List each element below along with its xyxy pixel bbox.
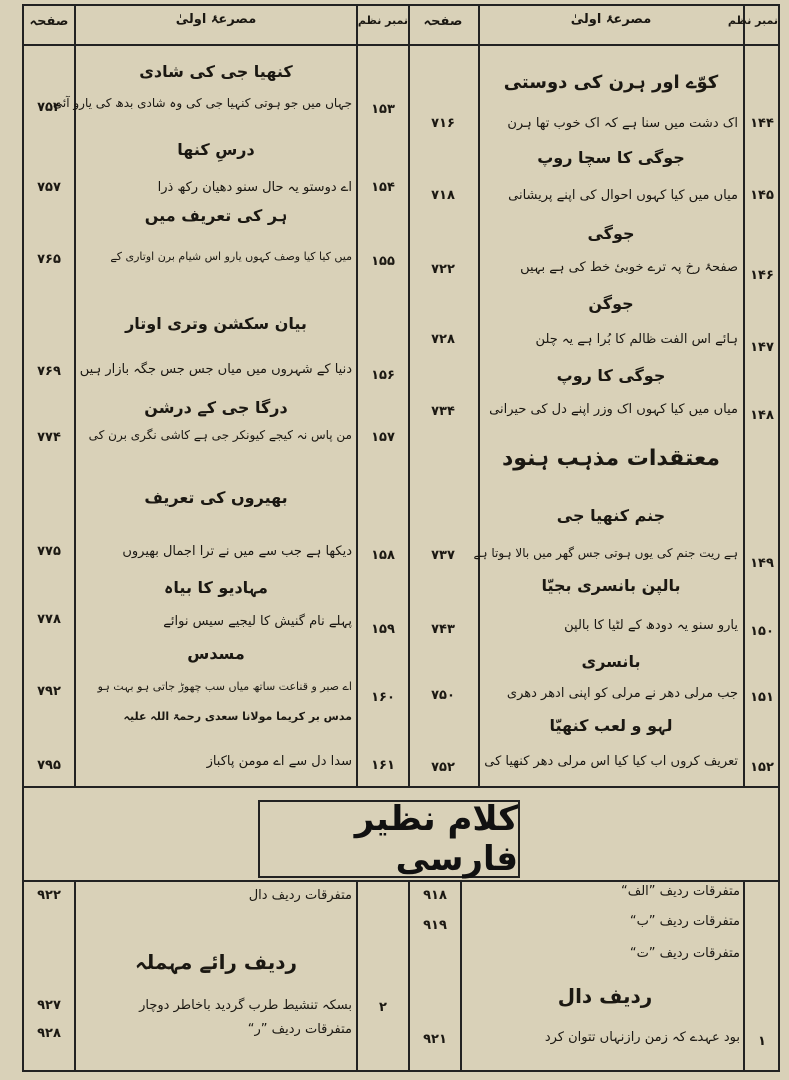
heading: ہر کی تعریف میں xyxy=(144,206,288,225)
first-line: میاں میں کیا کہوں اک وزر اپنے دل کی حیرانی xyxy=(489,402,738,417)
page-number: ۹۲۷ xyxy=(37,998,61,1013)
first-line: متفرقات ردیف ”ب“ xyxy=(629,914,740,929)
first-line: جب مرلی دھر نے مرلی کو اپنی ادھر دھری xyxy=(506,686,738,701)
poem-number: ۱۵۹ xyxy=(371,622,395,637)
page-number: ۹۲۲ xyxy=(37,888,61,903)
poem-number: ۱۶۰ xyxy=(371,690,395,705)
heading: درسِ کنھا xyxy=(177,140,255,159)
page-number: ۷۹۲ xyxy=(37,684,61,699)
page-number: ۹۱۹ xyxy=(423,918,447,933)
section-rule xyxy=(22,786,780,788)
section-rule xyxy=(22,880,780,882)
heading: جنم کنھیا جی xyxy=(556,506,666,525)
first-line: من پاس نہ کیجے کیونکر جی ہے کاشی نگری برن کی xyxy=(88,428,352,442)
rule xyxy=(356,4,358,788)
heading: لہو و لعب کنھیّا xyxy=(549,716,673,735)
heading: جوگی xyxy=(587,224,635,243)
rule xyxy=(460,880,462,1070)
page-number: ۷۵۰ xyxy=(431,688,455,703)
poem-number: ۱۴۶ xyxy=(750,268,774,283)
header-rule xyxy=(22,44,780,46)
section-heading: معتقدات مذہب ہنود xyxy=(502,446,720,471)
page-number: ۷۵۴ xyxy=(37,100,61,115)
first-line: میں کیا کیا وصف کہوں یارو اس شیام برن اوتاری کے xyxy=(110,250,352,263)
page-number: ۷۳۴ xyxy=(431,404,455,419)
poem-number: ۱۵۱ xyxy=(750,690,774,705)
section-banner xyxy=(258,800,520,878)
first-line: متفرقات ردیف ”ر“ xyxy=(247,1022,352,1037)
page-number: ۷۳۷ xyxy=(431,548,455,563)
banner-title: کلام نظیر فارسی xyxy=(354,799,518,879)
first-line: صفحۂ رخ پہ ترے خوبیٔ خط کی ہے بہیں xyxy=(520,260,738,275)
rule xyxy=(356,880,358,1070)
poem-number: ۱۴۷ xyxy=(750,340,774,355)
page-number: ۷۲۸ xyxy=(431,332,455,347)
poem-number: ۱۵۴ xyxy=(371,180,395,195)
first-line: سدا دل سے اے مومن پاکباز xyxy=(206,754,352,769)
poem-number: ۲ xyxy=(379,1000,387,1015)
poem-number: ۱۵۶ xyxy=(371,368,395,383)
page-number: ۷۷۴ xyxy=(37,430,61,445)
poem-number: ۱۴۴ xyxy=(750,116,774,131)
poem-number: ۱۴۵ xyxy=(750,188,774,203)
first-line: بسکہ تنشیط طرب گردید باخاطر دوچار xyxy=(139,998,352,1013)
heading: بھیروں کی تعریف xyxy=(144,488,288,507)
page-number: ۷۵۷ xyxy=(37,180,61,195)
page-number: ۹۲۱ xyxy=(423,1032,447,1047)
page-number: ۷۱۸ xyxy=(431,188,455,203)
header-first-left: مصرعۂ اولیٰ xyxy=(175,12,257,27)
poem-number: ۱۵۵ xyxy=(371,254,395,269)
header-page-right: صفحہ xyxy=(423,14,463,29)
poem-number: ۱۶۱ xyxy=(371,758,395,773)
poem-number: ۱۵۳ xyxy=(371,102,395,117)
first-line: دنیا کے شہروں میں میاں جس جس جگہ بازار ہیں xyxy=(79,362,352,377)
page-number: ۷۶۹ xyxy=(37,364,61,379)
header-num-right: نمبر نظم xyxy=(727,14,778,27)
first-line: پہلے نام گنیش کا لیجیے سیس نوائے xyxy=(163,614,352,629)
first-line: اے صبر و قناعت ساتھ میاں سب چھوڑ جاتی ہو بہت ہو xyxy=(97,680,352,693)
page-number: ۷۲۲ xyxy=(431,262,455,277)
first-line: بود عہدے کہ زمن رازنہاں تتوان کرد xyxy=(544,1030,740,1045)
header-first-right: مصرعۂ اولیٰ xyxy=(570,12,652,27)
poem-number: ۱۵۷ xyxy=(371,430,395,445)
rule xyxy=(74,880,76,1070)
heading: ردیف دال xyxy=(557,984,653,1008)
first-line: ہے ریت جنم کی یوں ہوتی جس گھر میں بالا ہوتا ہے xyxy=(473,546,738,560)
heading: جوگی کا روپ xyxy=(556,366,666,385)
first-line: متفرقات ردیف ”ت“ xyxy=(629,946,740,961)
first-line: یارو سنو یہ دودھ کے لٹیا کا بالپن xyxy=(564,618,738,633)
first-line: متفرقات ردیف ”الف“ xyxy=(621,884,740,899)
heading: ردیف رائے مہملہ xyxy=(134,950,298,974)
page-number: ۷۶۵ xyxy=(37,252,61,267)
page-number: ۷۱۶ xyxy=(431,116,455,131)
heading: کنھیا جی کی شادی xyxy=(139,62,293,81)
heading: مہادیو کا بیاہ xyxy=(164,578,268,597)
heading: جوگن xyxy=(588,294,634,313)
first-line: تعریف کروں اب کیا کیا اس مرلی دھر کنھیا کی xyxy=(484,754,738,769)
header-page-left: صفحہ xyxy=(29,14,69,29)
rule xyxy=(74,4,76,788)
first-line: ہائے اس الفت ظالم کا بُرا ہے یہ چلن xyxy=(535,332,738,347)
poem-number: ۱۵۸ xyxy=(371,548,395,563)
first-line: میاں میں کیا کہوں احوال کی اپنے پریشانی xyxy=(508,188,738,203)
page-number: ۹۱۸ xyxy=(423,888,447,903)
page-number: ۷۷۸ xyxy=(37,612,61,627)
header-num-left: نمبر نظم xyxy=(357,14,408,27)
page-number: ۷۴۳ xyxy=(431,622,455,637)
page-number: ۹۲۸ xyxy=(37,1026,61,1041)
rule xyxy=(478,4,480,788)
heading: بانسری xyxy=(581,652,641,671)
section-note: مدس بر کریما مولانا سعدی رحمۃ اللہ علیہ xyxy=(123,710,352,723)
first-line: اک دشت میں سنا ہے کہ اک خوب تھا ہرن xyxy=(507,116,738,131)
heading: بالپن بانسری بجیّا xyxy=(541,576,681,595)
poem-number: ۱۴۹ xyxy=(750,556,774,571)
heading: بیان سکشن وتری اوتار xyxy=(125,314,307,333)
heading: کوّے اور ہرن کی دوستی xyxy=(503,72,719,93)
heading: جوگی کا سچا روپ xyxy=(537,148,685,167)
poem-number: ۱۵۲ xyxy=(750,760,774,775)
page-number: ۷۹۵ xyxy=(37,758,61,773)
poem-number: ۱۴۸ xyxy=(750,408,774,423)
first-line: متفرقات ردیف دال xyxy=(248,888,352,903)
poem-number: ۱ xyxy=(758,1034,766,1049)
heading: درگا جی کے درشن xyxy=(144,398,288,417)
heading: مسدس xyxy=(187,644,245,663)
first-line: اے دوستو یہ حال سنو دھیان رکھ ذرا xyxy=(157,180,352,195)
page-number: ۷۵۲ xyxy=(431,760,455,775)
page-number: ۷۷۵ xyxy=(37,544,61,559)
poem-number: ۱۵۰ xyxy=(750,624,774,639)
first-line: جہاں میں جو ہوتی کنہیا جی کی وہ شادی بدھ کی یارو آئی xyxy=(52,96,352,110)
first-line: دیکھا ہے جب سے میں نے ترا اجمال بھیروں xyxy=(122,544,352,559)
